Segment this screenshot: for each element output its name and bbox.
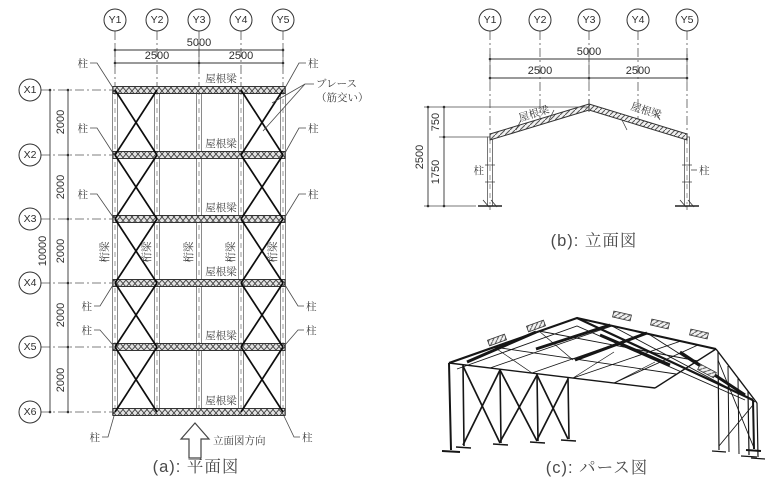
plan-view [19,9,369,476]
column-label: 柱 [302,432,313,444]
axis-label-x4: X4 [23,277,37,289]
column-label: 柱 [306,301,317,313]
elevation-direction-label: 立面図方向 [213,435,266,447]
axis-label-y5: Y5 [680,14,694,26]
plan-caption: (a): 平面図 [152,458,240,476]
brace-label-line2: （筋交い） [316,92,369,104]
perspective-frame [442,311,765,459]
girder-label: 桁梁 [225,241,237,263]
axis-label-x3: X3 [23,213,37,225]
plan-roof-beam-labels [205,72,237,407]
dim-span-half: 2500 [625,65,651,77]
plan-left-dimensions [37,89,69,414]
elevation-caption: (b): 立面図 [550,232,638,250]
axis-label-x2: X2 [23,149,37,161]
view-direction-arrow [181,423,266,458]
axis-label-y2: Y2 [533,14,547,26]
axis-label-y3: Y3 [582,14,596,26]
roof-beam-label: 屋根梁 [205,202,237,214]
up-arrow-icon [181,423,209,458]
axis-label-y1: Y1 [108,14,122,26]
dim-bay: 2000 [55,367,67,393]
dim-height-total: 2500 [414,144,426,170]
dim-bay: 2000 [55,238,67,264]
column-label: 柱 [306,325,317,337]
axis-label-y1: Y1 [483,14,497,26]
roof-beam-label: 屋根梁 [517,103,551,125]
column-label: 柱 [308,58,319,70]
perspective-view [442,311,765,477]
axis-label-y2: Y2 [150,14,164,26]
plan-girders [113,88,286,415]
axis-label-y4: Y4 [631,14,645,26]
column-label: 柱 [77,58,88,70]
roof-beam-label: 屋根梁 [205,138,237,150]
column-label: 柱 [77,123,88,135]
column-label: 柱 [89,432,100,444]
axis-label-x1: X1 [23,84,37,96]
roof-beam-label: 屋根梁 [629,100,663,122]
elevation-top-dimensions [489,46,689,82]
dim-span-total: 5000 [576,46,602,58]
elevation-frame [478,99,699,207]
elevation-view [414,9,710,250]
column-label: 柱 [81,325,92,337]
girder-label: 桁梁 [141,241,153,263]
column-label: 柱 [81,301,92,313]
plan-girder-labels [98,241,279,262]
elevation-labels [474,100,711,177]
dim-length-total: 10000 [37,235,49,267]
axis-label-y5: Y5 [276,14,290,26]
column-label: 柱 [308,189,319,201]
perspective-caption: (c): パース図 [545,459,649,477]
axis-label-y3: Y3 [192,14,206,26]
roof-beam-label: 屋根梁 [205,73,237,85]
girder-label: 桁梁 [183,241,195,263]
column-label: 柱 [473,165,484,177]
dim-span-total: 5000 [186,37,212,49]
axis-label-x5: X5 [23,341,37,353]
elevation-left-dimensions [414,106,589,208]
dim-bay: 2000 [55,109,67,135]
plan-y-axis-bubbles [104,9,294,31]
girder-label: 桁梁 [99,241,111,263]
brace-label-line1: ブレース [316,78,358,90]
roof-beam-label: 屋根梁 [205,266,237,278]
dim-span-half: 2500 [144,50,170,62]
dim-span-half: 2500 [228,50,254,62]
column-label: 柱 [699,165,710,177]
axis-label-y4: Y4 [234,14,248,26]
roof-beam-label: 屋根梁 [205,330,237,342]
dim-eave-height: 1750 [430,159,442,185]
dim-bay: 2000 [55,302,67,328]
dim-rise: 750 [430,112,442,132]
axis-label-x6: X6 [23,406,37,418]
elevation-y-axis-bubbles [479,9,698,31]
girder-label: 桁梁 [267,241,279,263]
column-label: 柱 [308,123,319,135]
dim-span-half: 2500 [527,65,553,77]
dim-bay: 2000 [55,174,67,200]
plan-top-dimensions [114,37,285,67]
roof-beam-label: 屋根梁 [205,395,237,407]
column-label: 柱 [77,189,88,201]
